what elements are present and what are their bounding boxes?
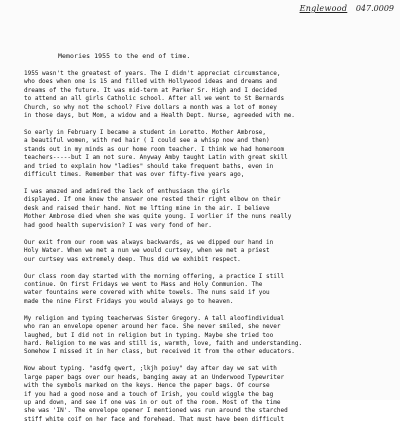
text-line: had good health supervision? I was very fond of her. <box>24 221 212 229</box>
text-line: who does when one is 15 and filled with Hollywood ideas and dreams and <box>24 78 277 86</box>
text-line: she was 'IN'. The envelope opener I mentioned was run around the starched <box>24 407 288 415</box>
text-line: water fountains were covered with white towels. The nuns said if you <box>24 289 270 297</box>
text-line: continue. On first Fridays we went to Mass and Holy Communion. The <box>24 280 263 288</box>
paragraph <box>24 273 380 307</box>
text-line: teachers-----but I am not sure. Anyway Amby taught Latin with great skill <box>24 154 288 162</box>
paragraph <box>24 315 380 357</box>
text-line: a beautiful women, with red hair ( I could see a whisp now and then) <box>24 137 270 145</box>
text-line: up and down, and see if one was in or out of the room. Most of the time <box>24 398 281 406</box>
text-line: I was amazed and admired the lack of enthusiasm the girls <box>24 188 230 196</box>
handwritten-place-name: Englewood <box>299 4 348 13</box>
text-line: and tried to explain how "ladies" should take frequent baths, even in <box>24 162 274 170</box>
text-line: My religion and typing teacherwas Sister Gregory. A tall aloofindividual <box>24 314 285 322</box>
document-title: Memories 1955 to the end of time. <box>58 52 191 60</box>
paragraph <box>24 239 380 264</box>
document-body <box>24 70 380 433</box>
text-line: Church, so why not the school? Five dollars a month was a lot of money <box>24 103 277 111</box>
text-line: desk and raised their hand. Not me lfting mine in the air. I believe <box>24 204 270 212</box>
text-line: Holy Water. When we met a nun we would curtsey, when we met a priest <box>24 247 270 255</box>
text-line: So early in February I became a student in Loretto. Mother Ambrose, <box>24 129 267 137</box>
text-line: Our exit from our room was always backwards, as we dipped our hand in <box>24 238 274 246</box>
paragraph <box>24 70 380 120</box>
text-line: 1955 wasn't the greatest of years. The I didn't appreciat circumstance, <box>24 70 281 77</box>
paragraph <box>24 365 380 424</box>
handwritten-annotation <box>300 4 394 13</box>
text-line: our curtsey was extremely deep. Thus did we exhibit respect. <box>24 255 241 263</box>
text-line: hard. Religion to me was and still is, warmth, love, faith and understanding. <box>24 339 303 347</box>
text-line: Our class room day started with the morning offering, a practice I still <box>24 272 285 280</box>
text-line: made the nine First Fridays you would always go to heaven. <box>24 297 234 305</box>
text-line: Mother Ambrose died when she was quite young. I worlier if the nuns really <box>24 213 292 221</box>
text-line: difficult times. Remember that was over fifty-five years ago, <box>24 171 245 179</box>
paragraph <box>24 188 380 230</box>
text-line: Somehow I missed it in her class, but received it from the other educators. <box>24 348 295 356</box>
text-line: in those days, but Mom, a widow and a Health Dept. Nurse, agreeded with me. <box>24 112 295 120</box>
text-line: to attend an all girls Catholic school. After all we went to St Bernards <box>24 95 285 103</box>
text-line: dreams of the future. It was mid-term at Parker Sr. High and I decided <box>24 86 277 94</box>
text-line: laughed, but I did not in religion but in typing. Maybe she tried too <box>24 331 274 339</box>
text-line: who ran an envelope opener around her face. She never smiled, she never <box>24 323 281 331</box>
text-line: stands out in my minds as our home room teacher. I think we had homeroom <box>24 145 285 153</box>
text-line: stiff white coif on her face and forehead. That must have been difficult <box>24 415 285 423</box>
text-line: Now about typing. "asdfg qwert, ;lkjh poiuy" day after day we sat with <box>24 365 277 373</box>
document-code: 047.0009 <box>355 4 394 13</box>
text-line: with the symbols marked on the keys. Hence the paper bags. Of course <box>24 382 270 390</box>
text-line: if you had a good nose and a touch of Irish, you could wiggle the bag <box>24 390 274 398</box>
paragraph <box>24 129 380 179</box>
text-line: displayed. If one knew the answer one rested their right elbow on their <box>24 196 281 204</box>
text-line: large paper bags over our heads, banging away at an Underwood Typewriter <box>24 373 285 381</box>
